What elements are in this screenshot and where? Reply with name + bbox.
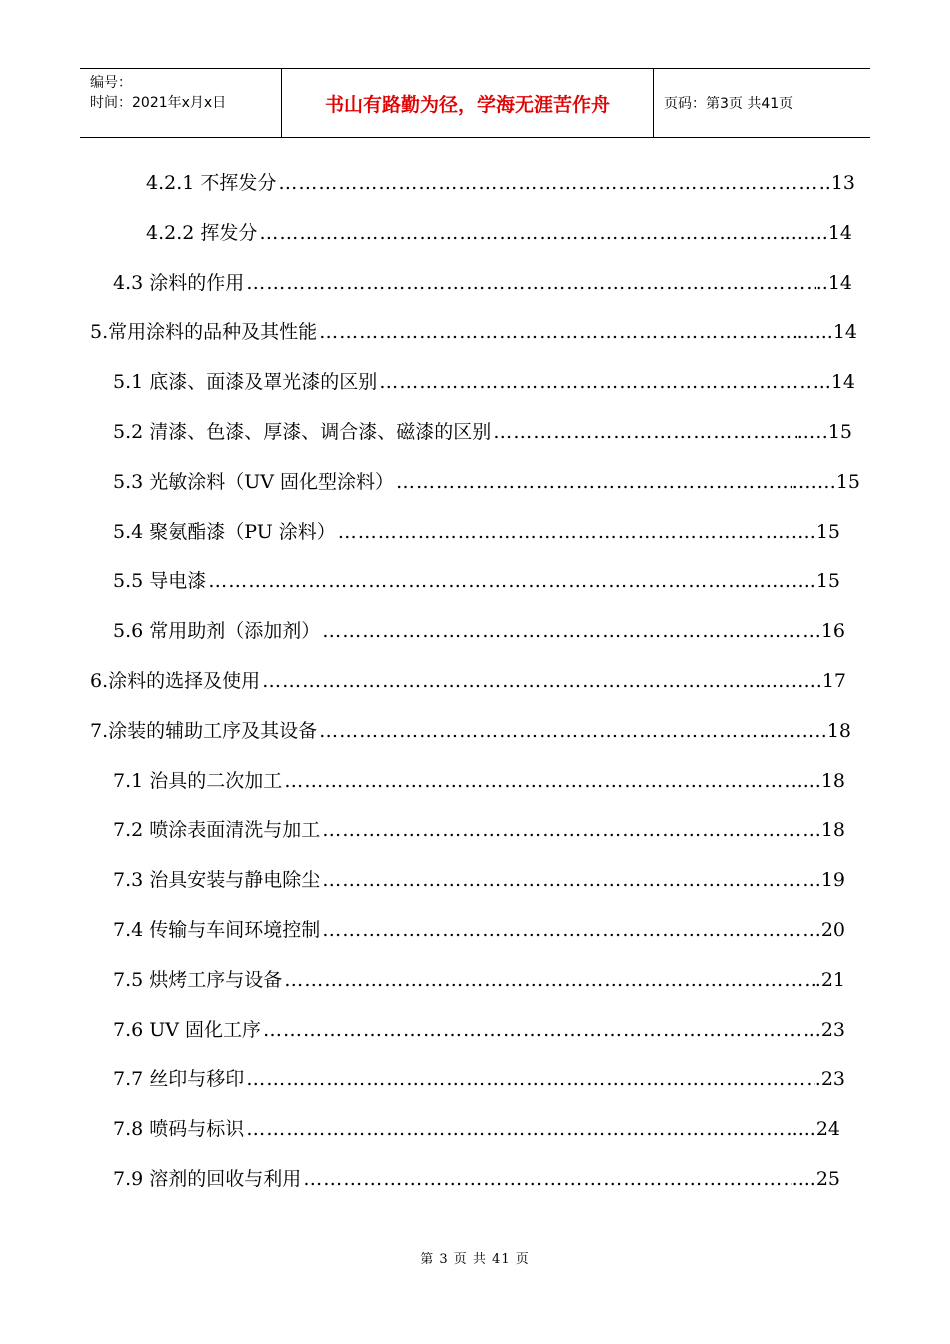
- toc-dot-leader: [260, 670, 760, 692]
- toc-entry[interactable]: [113, 417, 852, 449]
- toc-entry-page: ..23: [808, 1019, 845, 1041]
- toc-entry-title: 5.3 光敏涂料（UV 固化型涂料）: [113, 471, 395, 493]
- toc-dot-leader: [320, 620, 815, 642]
- toc-entry-title: 5.1 底漆、面漆及罩光漆的区别: [113, 371, 378, 393]
- toc-entry[interactable]: [113, 467, 860, 499]
- toc-entry[interactable]: [90, 317, 857, 349]
- toc-entry[interactable]: [90, 666, 846, 698]
- toc-entry-page: .20: [814, 919, 845, 941]
- toc-entry[interactable]: [113, 766, 845, 798]
- toc-entry-page: ..………..15: [734, 570, 840, 592]
- toc-entry-page: .21: [814, 969, 845, 991]
- toc-entry-title: 7.1 治具的二次加工: [113, 770, 283, 792]
- toc-entry-page: .18: [814, 819, 845, 841]
- toc-entry-title: 7.2 喷涂表面清洗与加工: [113, 819, 321, 841]
- toc-dot-leader: [317, 720, 764, 742]
- toc-entry-title: 7.涂装的辅助工序及其设备: [90, 720, 318, 742]
- toc-entry[interactable]: [113, 865, 845, 897]
- toc-entry-title: 7.3 治具安装与静电除尘: [113, 869, 321, 891]
- toc-entry[interactable]: [113, 815, 845, 847]
- toc-entry-title: 5.2 清漆、色漆、厚漆、调合漆、磁漆的区别: [113, 421, 492, 443]
- toc-entry-page: .16: [814, 620, 845, 642]
- toc-entry-title: 6.涂料的选择及使用: [90, 670, 261, 692]
- toc-entry[interactable]: [113, 268, 852, 300]
- toc-entry[interactable]: [113, 1064, 845, 1096]
- toc-entry-title: 4.2.2 挥发分: [146, 222, 258, 244]
- toc-dot-leader: [244, 1068, 815, 1090]
- toc-entry-page: .23: [814, 1068, 845, 1090]
- toc-dot-leader: [320, 869, 815, 891]
- toc-entry-title: 7.4 传输与车间环境控制: [113, 919, 321, 941]
- toc-entry[interactable]: [113, 517, 840, 549]
- toc-entry-page: ..13: [818, 172, 855, 194]
- toc-dot-leader: [394, 471, 792, 493]
- toc-entry-page: .…….15: [765, 521, 840, 543]
- toc-entry[interactable]: [90, 716, 851, 748]
- number-label: 编号：: [90, 75, 132, 91]
- toc-entry-title: 4.3 涂料的作用: [113, 272, 245, 294]
- toc-dot-leader: [491, 421, 796, 443]
- toc-entry[interactable]: [113, 915, 845, 947]
- toc-entry-page: .………18: [763, 720, 851, 742]
- toc-entry[interactable]: [113, 1015, 845, 1047]
- toc-entry-title: 5.4 聚氨酯漆（PU 涂料）: [113, 521, 336, 543]
- toc-dot-leader: [261, 1019, 809, 1041]
- toc-dot-leader: [282, 969, 815, 991]
- header-left-cell: [80, 69, 282, 137]
- toc-dot-leader: [377, 371, 812, 393]
- toc-entry-title: 7.9 溶剂的回收与利用: [113, 1168, 302, 1190]
- toc-entry-page: ..…15: [796, 421, 852, 443]
- toc-entry[interactable]: [113, 616, 845, 648]
- toc-dot-leader: [336, 521, 766, 543]
- toc-dot-leader: [206, 570, 734, 592]
- header-page-label: 页码：第3页 共41页: [664, 96, 794, 112]
- toc-entry-title: 5.常用涂料的品种及其性能: [90, 321, 318, 343]
- toc-entry[interactable]: [113, 1164, 840, 1196]
- header-motto: 书山有路勤为径，学海无涯苦作舟: [282, 69, 654, 137]
- toc-entry-title: 5.6 常用助剂（添加剂）: [113, 620, 321, 642]
- time-label: 时间：2021年x月x日: [90, 95, 227, 111]
- toc-entry-page: ..……..17: [759, 670, 846, 692]
- toc-dot-leader: [320, 819, 815, 841]
- toc-entry-title: 7.5 烘烤工序与设备: [113, 969, 283, 991]
- toc-entry[interactable]: [113, 965, 845, 997]
- toc-entry[interactable]: [146, 168, 855, 200]
- toc-dot-leader: [301, 1168, 791, 1190]
- toc-entry-title: 4.2.1 不挥发分: [146, 172, 277, 194]
- toc-dot-leader: [320, 919, 815, 941]
- toc-entry-title: 7.6 UV 固化工序: [113, 1019, 262, 1041]
- page-footer: 第 3 页 共 41 页: [420, 1252, 530, 1267]
- toc-entry-page: ...14: [812, 371, 855, 393]
- toc-entry[interactable]: [113, 1114, 840, 1146]
- toc-dot-leader: [257, 222, 784, 244]
- page-header: [80, 68, 870, 138]
- toc-entry[interactable]: [113, 566, 840, 598]
- toc-entry-page: ......14: [796, 321, 857, 343]
- toc-dot-leader: [244, 272, 815, 294]
- toc-entry-page: .19: [814, 869, 845, 891]
- toc-entry-title: 5.5 导电漆: [113, 570, 207, 592]
- toc-dot-leader: [244, 1118, 791, 1140]
- toc-entry[interactable]: [113, 367, 855, 399]
- toc-entry-page: ..…..14: [784, 222, 852, 244]
- toc-entry-page: ....24: [791, 1118, 840, 1140]
- toc-entry-page: .....18: [790, 770, 845, 792]
- toc-entry-page: ....25: [791, 1168, 840, 1190]
- toc-entry-title: 7.7 丝印与移印: [113, 1068, 245, 1090]
- toc-entry[interactable]: [146, 218, 852, 250]
- toc-entry-title: 7.8 喷码与标识: [113, 1118, 245, 1140]
- toc-dot-leader: [317, 321, 796, 343]
- toc-entry-page: .……15: [791, 471, 860, 493]
- toc-entry-page: ..14: [815, 272, 852, 294]
- toc-dot-leader: [282, 770, 790, 792]
- toc-dot-leader: [276, 172, 818, 194]
